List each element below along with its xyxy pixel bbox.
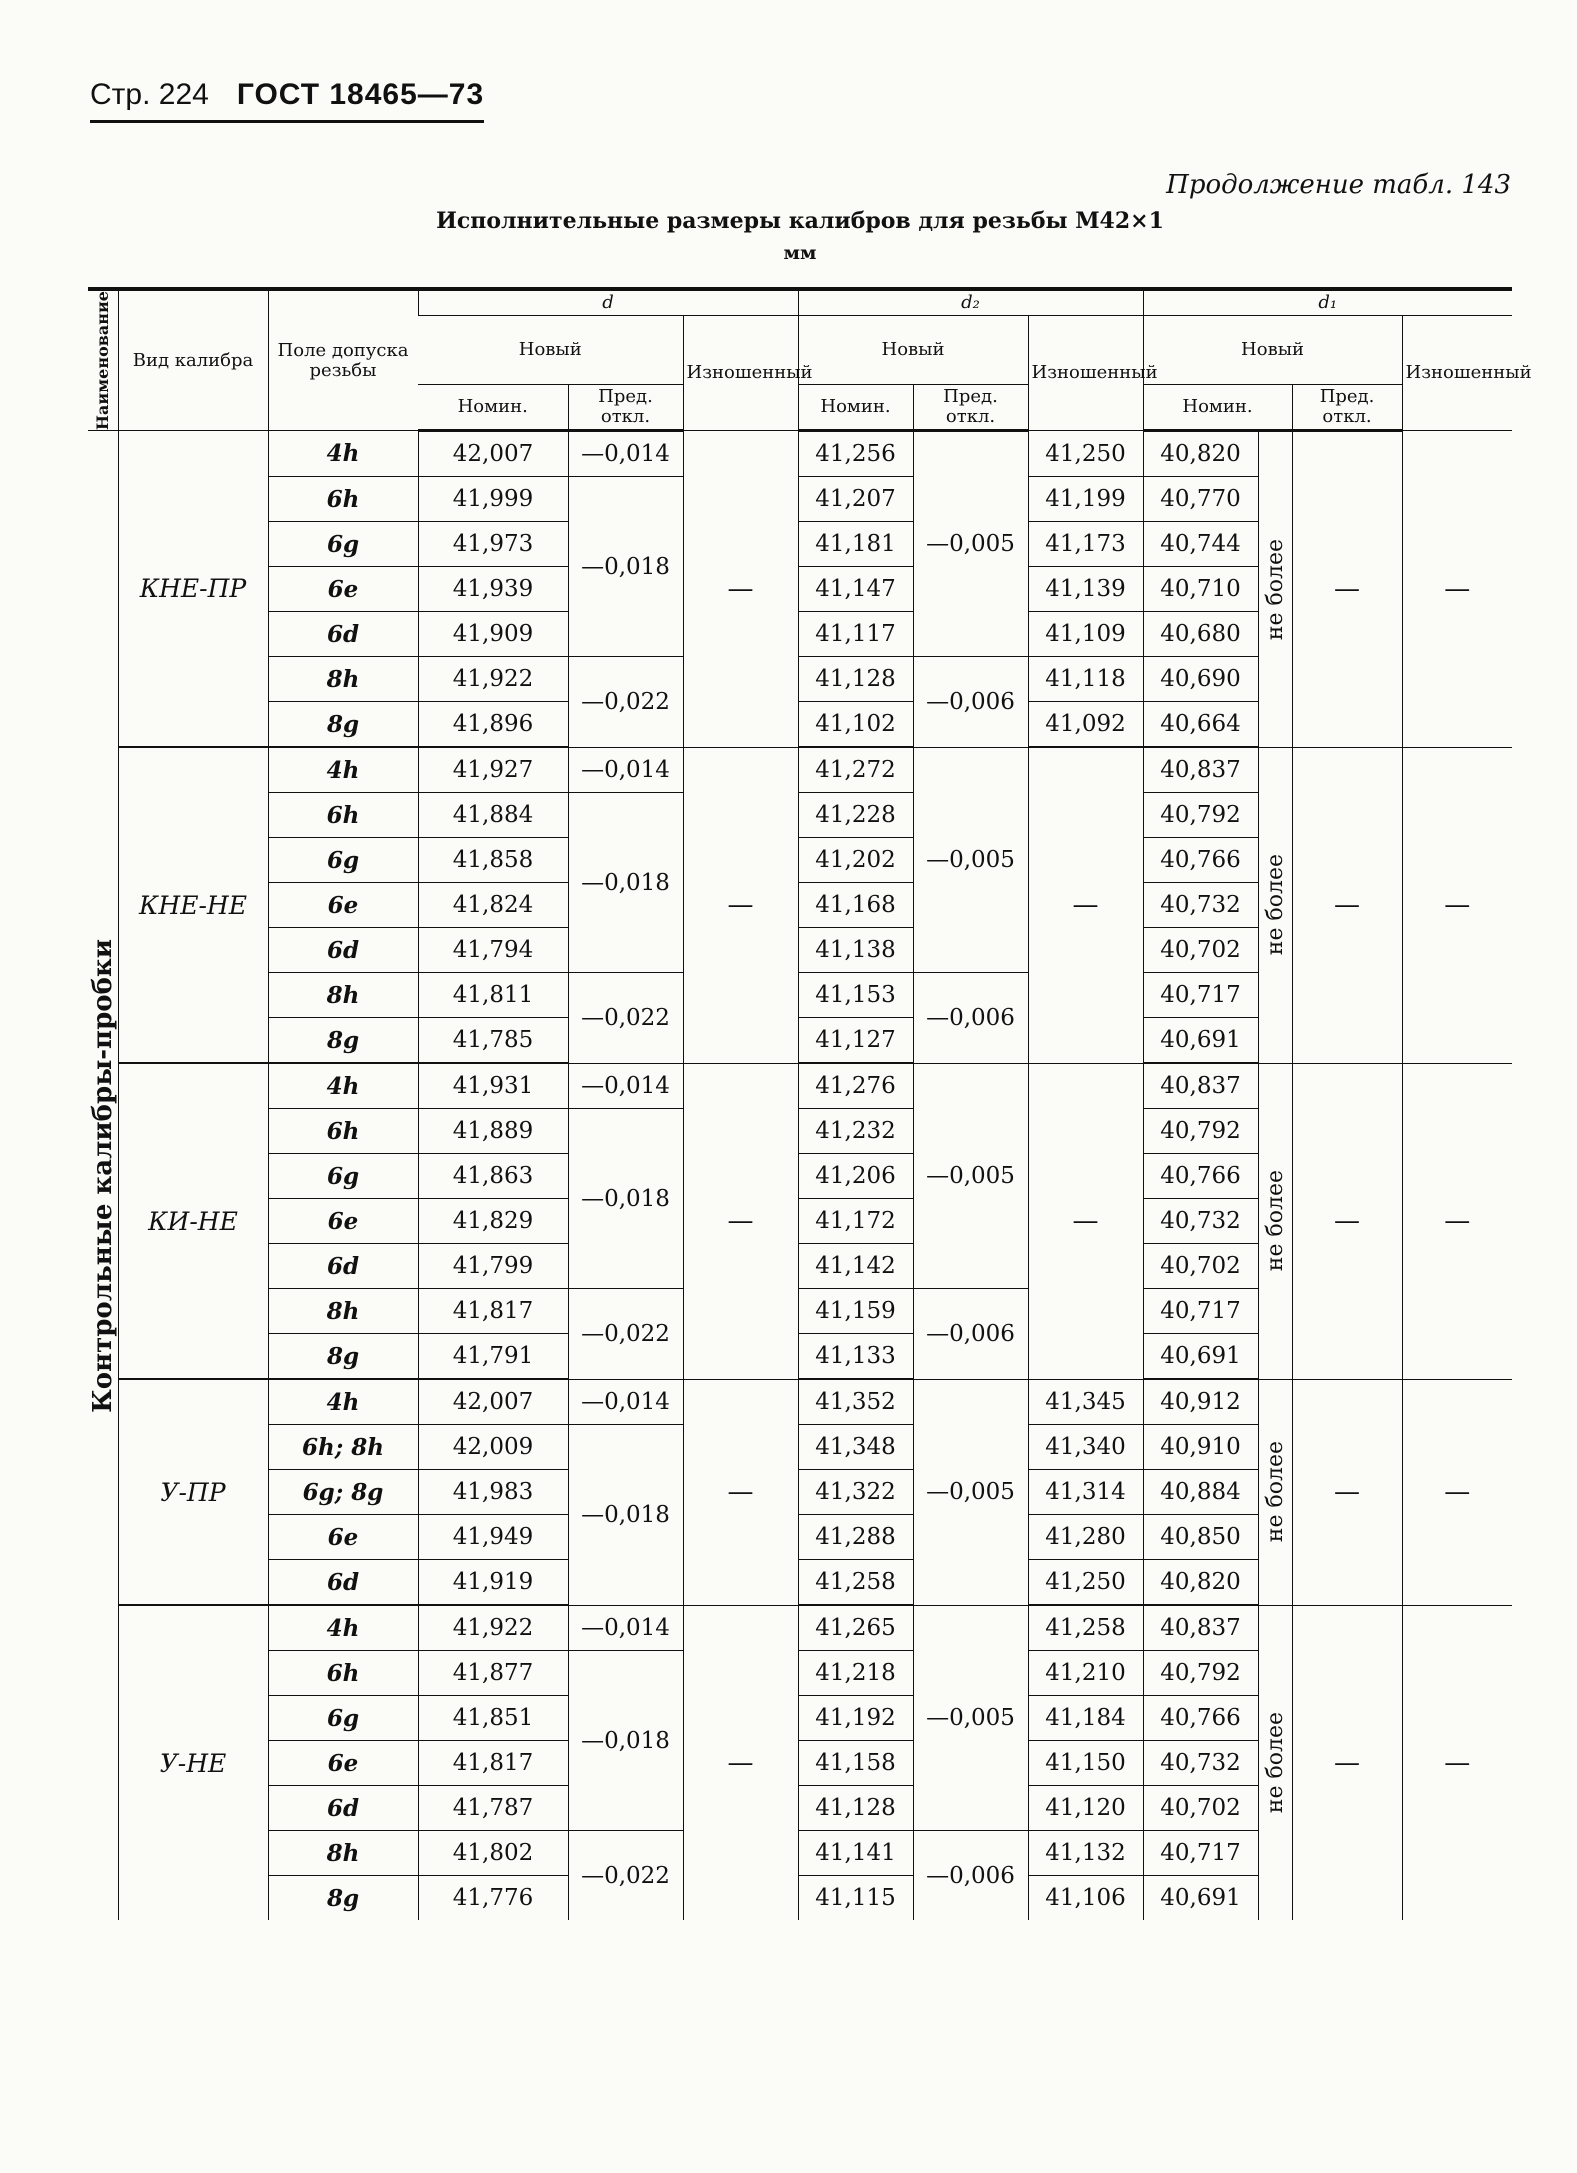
continuation-label: Продолжение табл. 143 [1166, 170, 1511, 200]
col-kind: Вид калибра [118, 289, 268, 431]
col-d2-new: Новый [798, 316, 1028, 385]
table-row: 6g 41,858 41,202 40,766 [88, 838, 1512, 883]
table-row: КНЕ-НЕ 4h 41,927 —0,014 — 41,272 —0,005 — 40,837 не более — — [88, 747, 1512, 793]
table-row: 6h 41,884 —0,018 41,228 40,792 [88, 793, 1512, 838]
table-row: 8g 41,776 41,115 41,106 40,691 [88, 1876, 1512, 1921]
standard-number: ГОСТ 18465—73 [236, 78, 485, 111]
col-d1: d₁ [1143, 289, 1512, 316]
table-row: 8h 41,802 —0,022 41,141 —0,006 41,132 40,717 [88, 1831, 1512, 1876]
col-d1-nominal: Номин. [1143, 385, 1292, 431]
table-row: 6d 41,794 41,138 40,702 [88, 928, 1512, 973]
table-row: 6h 41,877 —0,018 41,218 41,210 40,792 [88, 1651, 1512, 1696]
table-row: 8g 41,791 41,133 40,691 [88, 1334, 1512, 1380]
table-row: 6d 41,787 41,128 41,120 40,702 [88, 1786, 1512, 1831]
table-row: 6g 41,851 41,192 41,184 40,766 [88, 1696, 1512, 1741]
not-more-note: не более [1258, 1063, 1292, 1379]
col-d2-nominal: Номин. [798, 385, 913, 431]
col-d2: d₂ [798, 289, 1143, 316]
table-row: 8h 41,811 —0,022 41,153 —0,006 40,717 [88, 973, 1512, 1018]
table-row: 6d 41,799 41,142 40,702 [88, 1244, 1512, 1289]
col-d1-worn: Изношенный [1402, 316, 1512, 431]
table-row: Контрольные калибры-пробки КНЕ-ПР 4h 42,007 —0,014 — 41,256 —0,005 41,250 40,820 не более — — [88, 431, 1512, 477]
table-row: 6g; 8g 41,983 41,322 41,314 40,884 [88, 1470, 1512, 1515]
table-row: 6e 41,939 41,147 41,139 40,710 [88, 567, 1512, 612]
not-more-note: не более [1258, 1605, 1292, 1920]
col-field: Поле допуска резьбы [268, 289, 418, 431]
group-label: Контрольные калибры-пробки [88, 938, 118, 1413]
col-d-nominal: Номин. [418, 385, 568, 431]
table-row: 8g 41,785 41,127 40,691 [88, 1018, 1512, 1064]
col-d-worn: Изношенный [683, 316, 798, 431]
gauge-kind: КНЕ-НЕ [118, 747, 268, 1063]
col-d2-tol: Пред. откл. [913, 385, 1028, 431]
not-more-note: не более [1258, 1379, 1292, 1605]
table-row: 6e 41,829 41,172 40,732 [88, 1199, 1512, 1244]
col-d-tol: Пред. откл. [568, 385, 683, 431]
col-d2-worn: Изношенный [1028, 316, 1143, 431]
table-units: мм [783, 242, 817, 264]
table-row: 6h 41,999 —0,018 41,207 41,199 40,770 [88, 477, 1512, 522]
table-row: 6e 41,824 41,168 40,732 [88, 883, 1512, 928]
table-row: 6d 41,909 41,117 41,109 40,680 [88, 612, 1512, 657]
table-row: 6g 41,973 41,181 41,173 40,744 [88, 522, 1512, 567]
dimensions-table [88, 287, 1532, 1920]
gauge-kind: У-НЕ [118, 1605, 268, 1920]
table-row: 8g 41,896 41,102 41,092 40,664 [88, 702, 1512, 748]
col-d-new: Новый [418, 316, 683, 385]
table-row: 6h; 8h 42,009 —0,018 41,348 41,340 40,910 [88, 1425, 1512, 1470]
gauge-kind: У-ПР [118, 1379, 268, 1605]
page-header [90, 78, 484, 123]
table-row: 8h 41,817 —0,022 41,159 —0,006 40,717 [88, 1289, 1512, 1334]
table-title: Исполнительные размеры калибров для резьбы М42×1 [436, 208, 1164, 234]
col-name: Наименование [88, 289, 118, 431]
table-row: 6d 41,919 41,258 41,250 40,820 [88, 1560, 1512, 1606]
table-row: КИ-НЕ 4h 41,931 —0,014 — 41,276 —0,005 — 40,837 не более — — [88, 1063, 1512, 1109]
table-row: 8h 41,922 —0,022 41,128 —0,006 41,118 40,690 [88, 657, 1512, 702]
not-more-note: не более [1258, 747, 1292, 1063]
table-row: У-ПР 4h 42,007 —0,014 — 41,352 —0,005 41,345 40,912 не более — — [88, 1379, 1512, 1425]
col-d: d [418, 289, 798, 316]
table-row: У-НЕ 4h 41,922 —0,014 — 41,265 —0,005 41,258 40,837 не более — — [88, 1605, 1512, 1651]
table-row: 6e 41,949 41,288 41,280 40,850 [88, 1515, 1512, 1560]
table-row: 6g 41,863 41,206 40,766 [88, 1154, 1512, 1199]
table-row: 6h 41,889 —0,018 41,232 40,792 [88, 1109, 1512, 1154]
col-d1-new: Новый [1143, 316, 1402, 385]
col-d1-tol: Пред. откл. [1292, 385, 1402, 431]
page-number: Стр. 224 [90, 78, 209, 111]
gauge-kind: КИ-НЕ [118, 1063, 268, 1379]
table-row: 6e 41,817 41,158 41,150 40,732 [88, 1741, 1512, 1786]
gauge-kind: КНЕ-ПР [118, 431, 268, 748]
not-more-note: не более [1258, 431, 1292, 748]
